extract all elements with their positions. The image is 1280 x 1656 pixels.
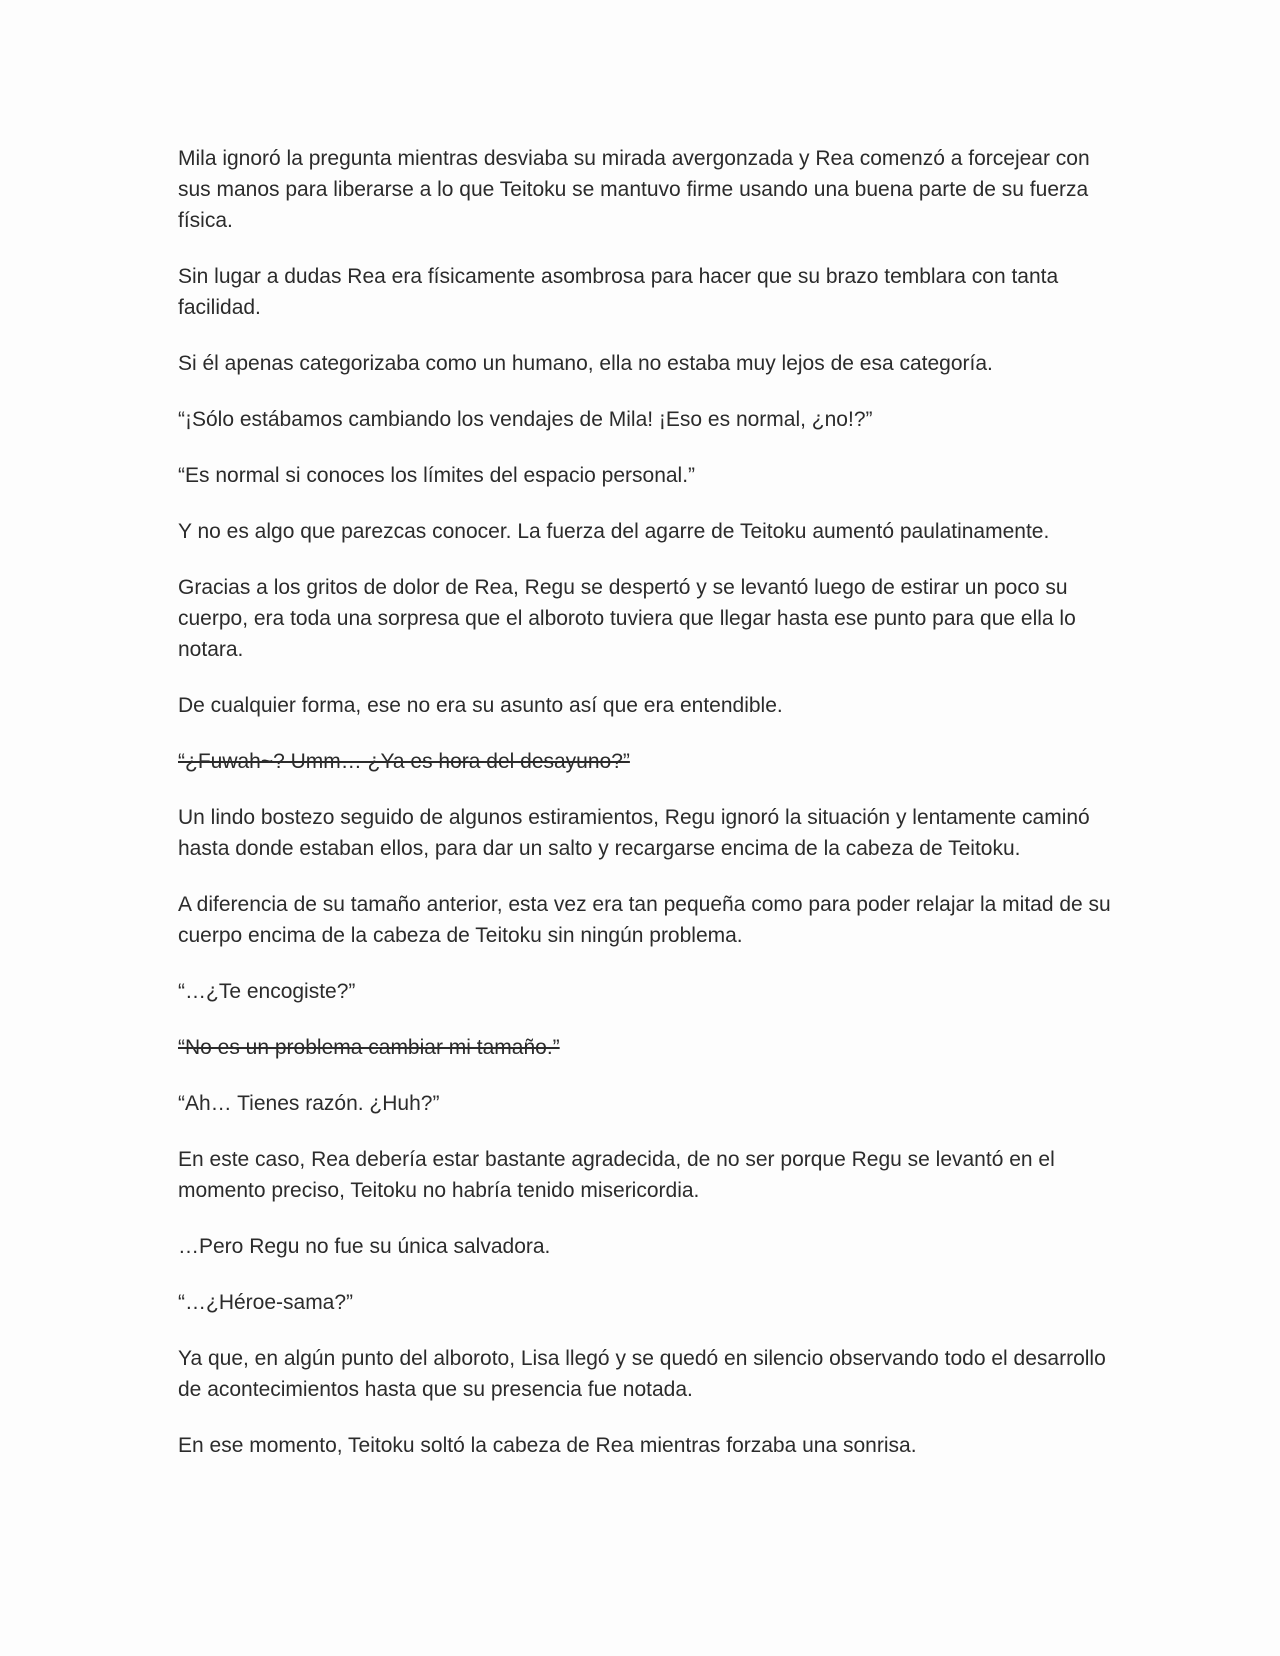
strikethrough-dialogue-line: “No es un problema cambiar mi tamaño.” — [178, 1036, 560, 1059]
paragraph: Mila ignoró la pregunta mientras desviaba su mirada avergonzada y Rea comenzó a forcejear con sus manos para liberarse a lo que Teitoku se mantuvo firme usando una buena parte de su fuerza física. — [178, 147, 1090, 232]
strikethrough-dialogue-line: “¿Fuwah~? Umm… ¿Ya es hora del desayuno?” — [178, 750, 630, 773]
dialogue-line: “Es normal si conoces los límites del espacio personal.” — [178, 464, 696, 487]
dialogue-line: “¡Sólo estábamos cambiando los vendajes de Mila! ¡Eso es normal, ¿no!?” — [178, 408, 873, 431]
paragraph: Sin lugar a dudas Rea era físicamente asombrosa para hacer que su brazo temblara con tanta facilidad. — [178, 265, 1059, 319]
document-page — [178, 143, 1118, 1486]
dialogue-line: “…¿Héroe-sama?” — [178, 1291, 354, 1314]
paragraph: Si él apenas categorizaba como un humano, ella no estaba muy lejos de esa categoría. — [178, 352, 993, 375]
paragraph: En ese momento, Teitoku soltó la cabeza de Rea mientras forzaba una sonrisa. — [178, 1434, 917, 1457]
paragraph: Gracias a los gritos de dolor de Rea, Regu se despertó y se levantó luego de estirar un poco su cuerpo, era toda una sorpresa que el alboroto tuviera que llegar hasta ese punto para que ella lo notara. — [178, 576, 1076, 661]
dialogue-line: “Ah… Tienes razón. ¿Huh?” — [178, 1092, 440, 1115]
paragraph: Ya que, en algún punto del alboroto, Lisa llegó y se quedó en silencio observando todo el desarrollo de acontecimientos hasta que su presencia fue notada. — [178, 1347, 1106, 1401]
paragraph: De cualquier forma, ese no era su asunto así que era entendible. — [178, 694, 783, 717]
paragraph: En este caso, Rea debería estar bastante agradecida, de no ser porque Regu se levantó en el momento preciso, Teitoku no habría tenido misericordia. — [178, 1148, 1055, 1202]
paragraph: …Pero Regu no fue su única salvadora. — [178, 1235, 551, 1258]
paragraph: A diferencia de su tamaño anterior, esta vez era tan pequeña como para poder relajar la mitad de su cuerpo encima de la cabeza de Teitoku sin ningún problema. — [178, 893, 1111, 947]
dialogue-line: “…¿Te encogiste?” — [178, 980, 356, 1003]
paragraph: Y no es algo que parezcas conocer. La fuerza del agarre de Teitoku aumentó paulatinamente. — [178, 520, 1050, 543]
paragraph: Un lindo bostezo seguido de algunos estiramientos, Regu ignoró la situación y lentamente caminó hasta donde estaban ellos, para dar un salto y recargarse encima de la cabeza de Teitoku. — [178, 806, 1090, 860]
